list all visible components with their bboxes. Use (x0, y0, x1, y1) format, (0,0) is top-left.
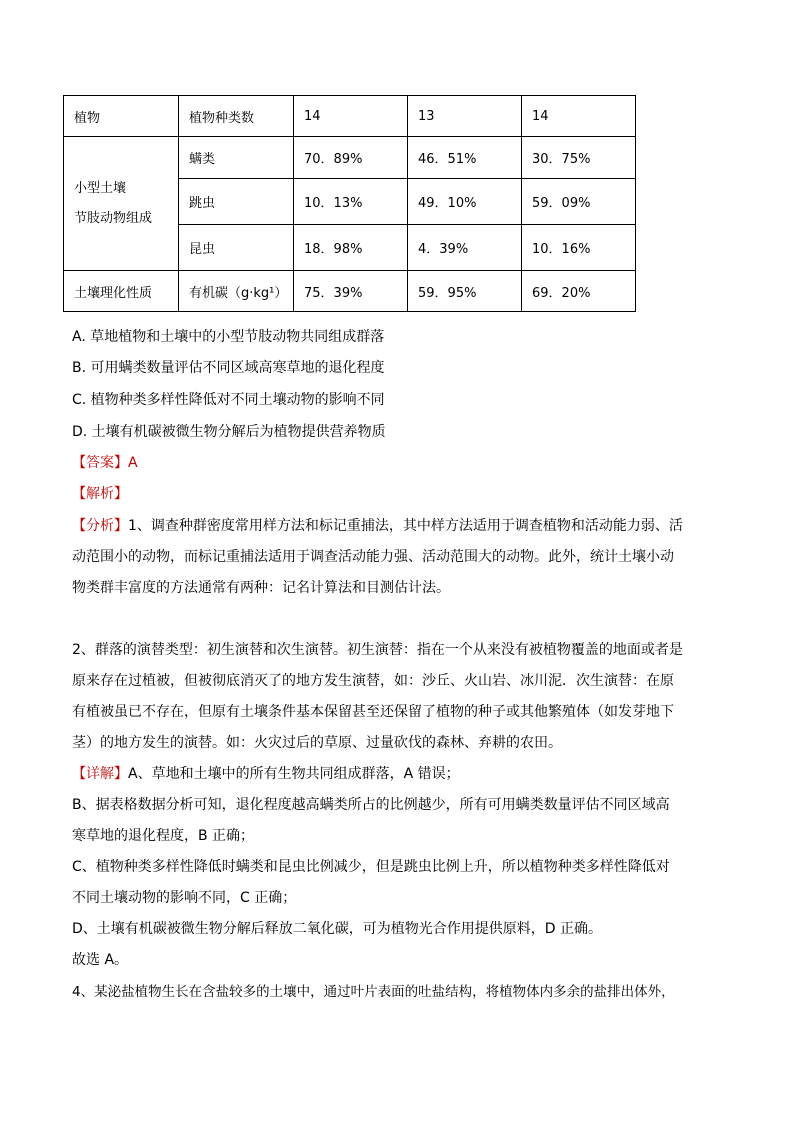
table-cell: 10．16% (522, 225, 636, 271)
detail-line: 不同土壤动物的影响不同，C 正确； (72, 890, 297, 906)
table-cell: 49．10% (408, 179, 522, 225)
succession-line: 原来存在过植被，但被彻底消灭了的地方发生演替，如：沙丘、火山岩、冰川泥．次生演替：在原 (72, 673, 674, 689)
table-cell: 10．13% (294, 179, 408, 225)
table-cell: 18．98% (294, 225, 408, 271)
table-cell: 59．95% (408, 271, 522, 312)
table-cell: 昆虫 (179, 225, 294, 271)
detail-line: 故选 A。 (72, 952, 129, 968)
detail-line: D、土壤有机碳被微生物分解后释放二氧化碳，可为植物光合作用提供原料，D 正确。 (72, 921, 603, 937)
detail-line: C、植物种类多样性降低时螨类和昆虫比例减少，但是跳虫比例上升，所以植物种类多样性降低对 (72, 859, 670, 875)
detail-line: 寒草地的退化程度，B 正确； (72, 828, 255, 844)
analysis-line (72, 515, 683, 535)
table-cell: 59．09% (522, 179, 636, 225)
table-cell: 14 (294, 96, 408, 137)
analysis-line: 动范围小的动物，而标记重捕法适用于调查活动能力强、活动范围大的动物。此外，统计土壤小动 (72, 549, 674, 565)
succession-line: 2、群落的演替类型：初生演替和次生演替。初生演替：指在一个从来没有被植物覆盖的地面或者是 (72, 642, 683, 658)
succession-line: 有植被虽已不存在，但原有土壤条件基本保留甚至还保留了植物的种子或其他繁殖体（如发芽地下 (72, 704, 674, 720)
table-cell: 30．75% (522, 137, 636, 179)
table-cell: 70．89% (294, 137, 408, 179)
detail-line (72, 763, 460, 783)
fenxi-tag: 【分析】 (72, 518, 128, 534)
table-cell: 75．39% (294, 271, 408, 312)
detail-tag: 【详解】 (72, 766, 128, 782)
table-row (64, 271, 636, 312)
detail-text: A、草地和土壤中的所有生物共同组成群落，A 错误； (128, 766, 460, 782)
answer-value: A (128, 455, 138, 471)
option-d: D. 土壤有机碳被微生物分解后为植物提供营养物质 (72, 424, 386, 440)
analysis-line: 物类群丰富度的方法通常有两种：记名计算法和目测估计法。 (72, 580, 450, 596)
data-table (63, 95, 636, 312)
table-row (64, 96, 636, 137)
table-row (64, 137, 636, 179)
answer-line (72, 452, 138, 472)
table-cell: 跳虫 (179, 179, 294, 225)
table-cell: 植物 (64, 96, 179, 137)
table-cell: 14 (522, 96, 636, 137)
detail-line: B、据表格数据分析可知，退化程度越高螨类所占的比例越少，所有可用螨类数量评估不同区域高 (72, 797, 670, 813)
answer-tag: 【答案】 (72, 455, 128, 471)
group-label-line: 节肢动物组成 (74, 210, 153, 226)
fenxi-text: 1、调查种群密度常用样方法和标记重捕法，其中样方法适用于调查植物和活动能力弱、活 (128, 518, 683, 534)
table-cell: 46．51% (408, 137, 522, 179)
option-c: C. 植物种类多样性降低对不同土壤动物的影响不同 (72, 392, 385, 408)
succession-line: 茎）的地方发生的演替。如：火灾过后的草原、过量砍伐的森林、弃耕的农田。 (72, 735, 562, 751)
option-a: A. 草地植物和土壤中的小型节肢动物共同组成群落 (72, 329, 385, 345)
table-cell: 螨类 (179, 137, 294, 179)
table-cell: 13 (408, 96, 522, 137)
next-question: 4、某泌盐植物生长在含盐较多的土壤中，通过叶片表面的吐盐结构，将植物体内多余的盐排出体外， (72, 984, 675, 1000)
table-cell: 4．39% (408, 225, 522, 271)
table-cell: 69．20% (522, 271, 636, 312)
table-cell: 有机碳（g·kg¹） (179, 271, 294, 312)
table-cell: 土壤理化性质 (64, 271, 179, 312)
group-label-cell (64, 137, 179, 271)
option-b: B. 可用螨类数量评估不同区域高寒草地的退化程度 (72, 360, 385, 376)
table-cell: 植物种类数 (179, 96, 294, 137)
group-label-line: 小型土壤 (74, 180, 127, 196)
analysis-tag: 【解析】 (72, 486, 128, 502)
